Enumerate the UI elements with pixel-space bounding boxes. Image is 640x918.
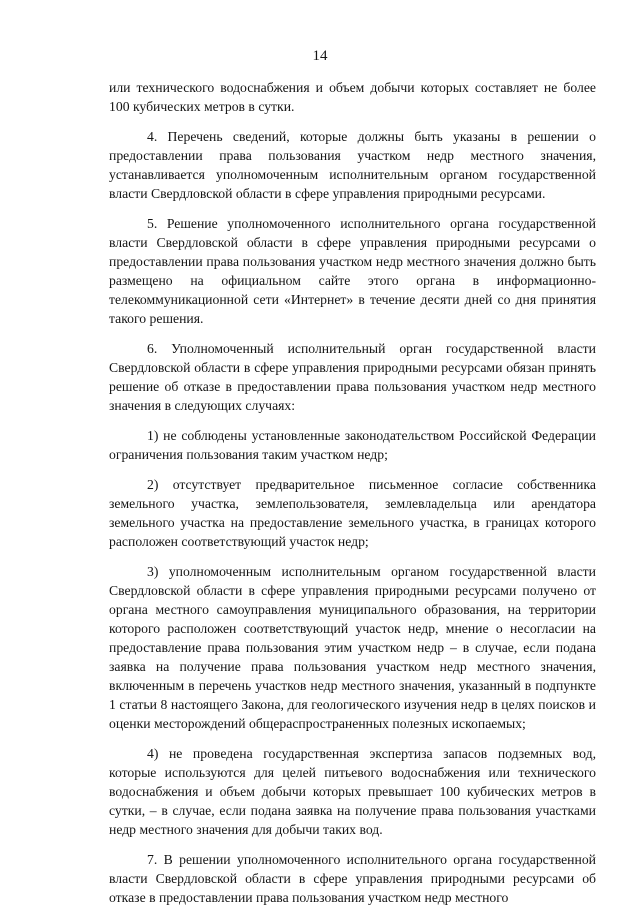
paragraph-item-5: 5. Решение уполномоченного исполнительного органа государственной власти Свердловской области в сфере управления природными ресурсами о предоставлении права пользования участком недр местного значения должно быть размещено на официальном сайте этого органа в информационно-телекоммуникационной сети «Интернет» в течение десяти дней со дня принятия такого решения. [109, 216, 596, 326]
subparagraph-4: 4) не проведена государственная экспертиза запасов подземных вод, которые используются для целей питьевого водоснабжения или технического водоснабжения и объем добычи которых превышает 100 кубических метров в сутки, – в случае, если подана заявка на получение права пользования участками недр местного значения для добычи таких вод. [109, 746, 596, 837]
subparagraph-1: 1) не соблюдены установленные законодательством Российской Федерации ограничения пользования таким участком недр; [109, 428, 596, 462]
paragraph-item-7: 7. В решении уполномоченного исполнительного органа государственной власти Свердловской области в сфере управления природными ресурсами об отказе в предоставлении права пользования участком недр местного [109, 852, 596, 905]
paragraph-continuation: или технического водоснабжения и объем добычи которых составляет не более 100 кубических метров в сутки. [109, 80, 596, 114]
page-number: 14 [312, 48, 328, 64]
paragraph-item-6: 6. Уполномоченный исполнительный орган государственной власти Свердловской области в сфере управления природными ресурсами обязан принять решение об отказе в предоставлении права пользования участком недр местного значения в следующих случаях: [109, 341, 596, 413]
document-body [109, 78, 596, 918]
subparagraph-2: 2) отсутствует предварительное письменное согласие собственника земельного участка, землепользователя, землевладельца или арендатора земельного участка на предоставление земельного участка, в границах которого расположен соответствующий участок недр; [109, 477, 596, 549]
subparagraph-3: 3) уполномоченным исполнительным органом государственной власти Свердловской области в сфере управления природными ресурсами получено от органа местного самоуправления муниципального образования, на территории которого расположен соответствующий участок недр, мнение о несогласии на предоставление права пользования этим участком недр – в случае, если подана заявка на получение права пользования участком недр местного значения, включенным в перечень участков недр местного значения, указанный в подпункте 1 статьи 8 настоящего Закона, для геологического изучения недр в целях поисков и оценки месторождений общераспространенных полезных ископаемых; [109, 564, 596, 731]
paragraph-item-4: 4. Перечень сведений, которые должны быть указаны в решении о предоставлении права пользования участком недр местного значения, устанавливается уполномоченным исполнительным органом государственной власти Свердловской области в сфере управления природными ресурсами. [109, 129, 596, 201]
